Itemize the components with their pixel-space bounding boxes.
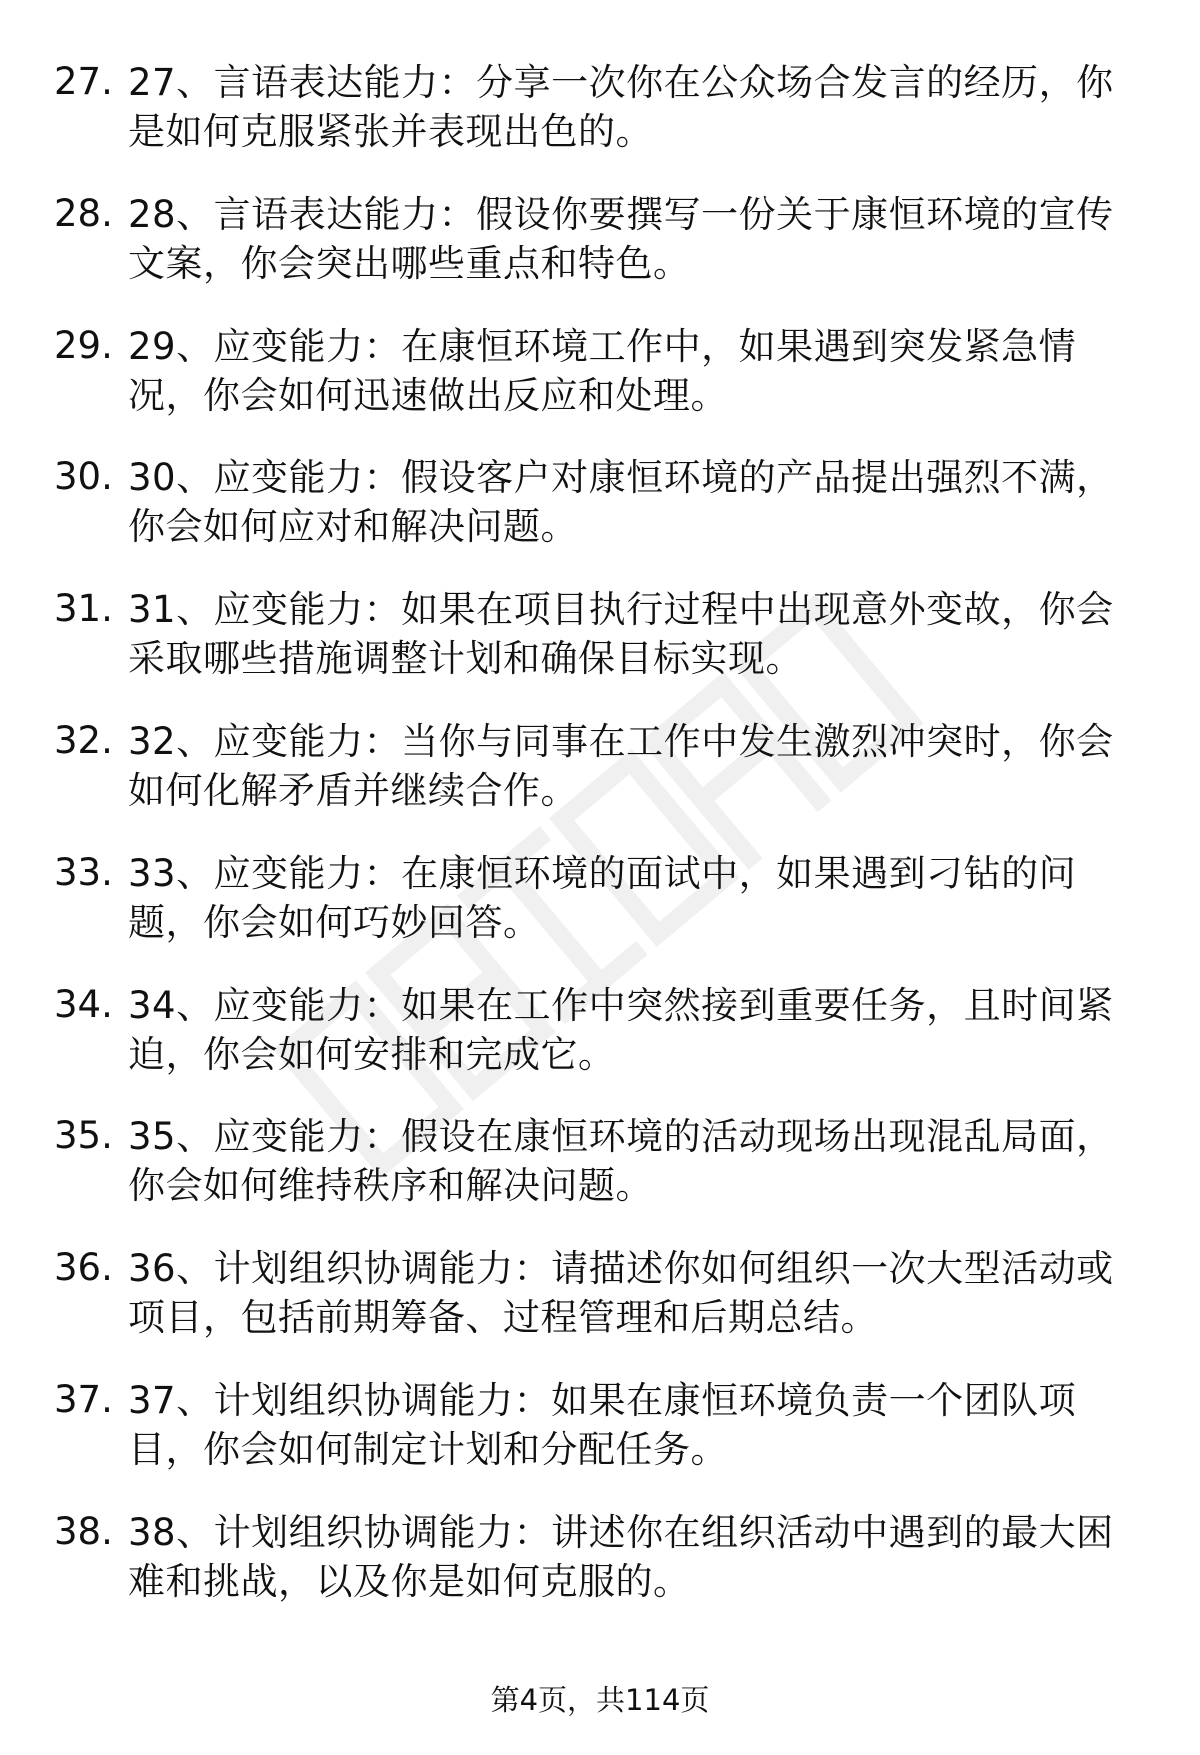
item-text: 35、应变能力：假设在康恒环境的活动现场出现混乱局面，你会如何维持秩序和解决问题。 (128, 1115, 1114, 1208)
list-item (0, 1508, 1200, 1640)
item-text: 30、应变能力：假设客户对康恒环境的产品提出强烈不满，你会如何应对和解决问题。 (128, 456, 1114, 549)
item-number: 34. (54, 982, 113, 1026)
item-number: 32. (54, 718, 113, 762)
list-item (0, 849, 1200, 981)
list-item (0, 190, 1200, 322)
question-list (0, 58, 1200, 1640)
item-text: 32、应变能力：当你与同事在工作中发生激烈冲突时，你会如何化解矛盾并继续合作。 (128, 719, 1114, 812)
list-item (0, 717, 1200, 849)
item-text: 29、应变能力：在康恒环境工作中，如果遇到突发紧急情况，你会如何迅速做出反应和处理。 (128, 324, 1077, 417)
item-number: 36. (54, 1246, 113, 1290)
item-number: 27. (54, 60, 113, 103)
list-item (0, 1376, 1200, 1508)
item-number: 30. (54, 455, 113, 499)
item-text: 34、应变能力：如果在工作中突然接到重要任务，且时间紧迫，你会如何安排和完成它。 (128, 983, 1114, 1076)
item-text: 33、应变能力：在康恒环境的面试中，如果遇到刁钻的问题，你会如何巧妙回答。 (128, 851, 1077, 944)
item-text: 27、言语表达能力：分享一次你在公众场合发言的经历，你是如何克服紧张并表现出色的。 (128, 61, 1114, 153)
item-number: 35. (54, 1114, 113, 1158)
item-number: 37. (54, 1377, 113, 1421)
list-item (0, 981, 1200, 1113)
item-text: 37、计划组织协调能力：如果在康恒环境负责一个团队项目，你会如何制定计划和分配任务。 (128, 1378, 1077, 1471)
page-footer: 第4页，共114页 (490, 1683, 710, 1717)
item-number: 29. (54, 323, 113, 367)
item-number: 28. (54, 191, 113, 235)
item-text: 36、计划组织协调能力：请描述你如何组织一次大型活动或项目，包括前期筹备、过程管理和后期总结。 (128, 1247, 1114, 1340)
list-item (0, 1244, 1200, 1376)
item-number: 33. (54, 850, 113, 894)
item-text: 28、言语表达能力：假设你要撰写一份关于康恒环境的宣传文案，你会突出哪些重点和特色。 (128, 192, 1114, 285)
list-item (0, 453, 1200, 585)
item-text: 38、计划组织协调能力：讲述你在组织活动中遇到的最大困难和挑战，以及你是如何克服的。 (128, 1510, 1114, 1603)
item-number: 38. (54, 1509, 113, 1553)
list-item (0, 1112, 1200, 1244)
list-item (0, 322, 1200, 454)
item-text: 31、应变能力：如果在项目执行过程中出现意外变故，你会采取哪些措施调整计划和确保目标实现。 (128, 588, 1114, 681)
item-number: 31. (54, 587, 113, 631)
list-item (0, 585, 1200, 717)
list-item (0, 58, 1200, 190)
